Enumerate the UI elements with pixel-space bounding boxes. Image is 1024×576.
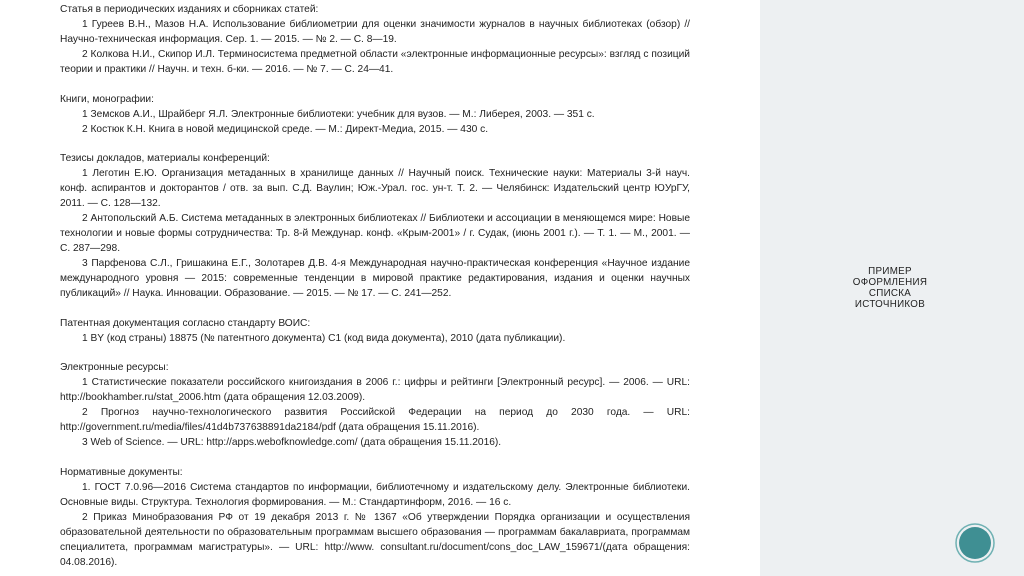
section-heading: Электронные ресурсы: bbox=[60, 362, 169, 373]
reference-entry: 2 Костюк К.Н. Книга в новой медицинской среде. — М.: Директ-Медиа, 2015. — 430 с. bbox=[82, 123, 489, 135]
slide-title-line: ОФОРМЛЕНИЯ bbox=[852, 277, 928, 288]
slide-title-line: ИСТОЧНИКОВ bbox=[854, 299, 926, 310]
section-periodicals bbox=[60, 2, 690, 77]
reference-entry: 1 Леготин Е.Ю. Организация метаданных в хранилище данных // Научный поиск. Технические науки: Материалы 3-й науч. конф. аспирантов и докторантов / отв. за вып. С.Д. Ваулин; Юж.-Урал. гос. ун-т. Т. 2. — Челябинск: Издательский центр ЮУрГУ, 2011. — С. 128—132. bbox=[60, 168, 690, 209]
slide-title bbox=[830, 266, 950, 310]
section-conferences bbox=[60, 151, 690, 301]
reference-entry: 2 Антопольский А.Б. Система метаданных в электронных библиотеках // Библиотеки и ассоциации в меняющемся мире: Новые технологии и новые формы сотрудничества: Тр. 8-й Междунар. конф. «Крым-2001» / г. Судак, (июнь 2001 г.). — Т. 1. — М., 2001. — С. 287—298. bbox=[60, 213, 690, 254]
section-normative bbox=[60, 465, 690, 570]
slide-title-line: СПИСКА bbox=[868, 288, 912, 299]
reference-entry: 2 Колкова Н.И., Скипор И.Л. Терминосистема предметной области «электронные информационные ресурсы»: взгляд с позиций теории и практики // Научн. и техн. б-ки. — 2016. — № 7. — С. 24—41. bbox=[60, 49, 690, 75]
reference-entry: 1 Гуреев В.Н., Мазов Н.А. Использование библиометрии для оценки значимости журналов в научных библиотеках (обзор) // Научно-техническая информация. Сер. 1. — 2015. — № 2. — С. 8—19. bbox=[60, 19, 690, 45]
slide-title-line: ПРИМЕР bbox=[868, 266, 912, 277]
reference-entry: 1 Статистические показатели российского книгоиздания в 2006 г.: цифры и рейтинги [Электронный ресурс]. — 2006. — URL: http://bookhamber.ru/stat_2006.htm (дата обращения 12.03.2009). bbox=[60, 377, 690, 403]
reference-entry: 3 Парфенова С.Л., Гришакина Е.Г., Золотарев Д.В. 4-я Международная научно-практическая конференция «Научное издание международного уровня — 2015: современные тенденции в мировой практике редактирования, издания и оценки научных публикаций» // Наука. Инновации. Образование. — 2015. — № 17. — С. 241—252. bbox=[60, 258, 690, 299]
section-heading: Патентная документация согласно стандарту ВОИС: bbox=[60, 317, 311, 329]
reference-entry: 1 Земсков А.И., Шрайберг Я.Л. Электронные библиотеки: учебник для вузов. — М.: Либерея, 2003. — 351 с. bbox=[82, 108, 595, 120]
section-heading: Книги, монографии: bbox=[60, 93, 154, 105]
section-heading: Тезисы докладов, материалы конференций: bbox=[60, 153, 270, 164]
reference-list bbox=[60, 2, 690, 576]
section-heading: Нормативные документы: bbox=[60, 466, 183, 478]
teal-circle-badge-icon bbox=[955, 523, 995, 563]
reference-entry: 2 Прогноз научно-технологического развития Российской Федерации на период до 2030 года. — URL: http://government.ru/media/files/41d4b737638891da2184/pdf (дата обращения 15.11.2016). bbox=[60, 407, 690, 433]
reference-entry: 1. ГОСТ 7.0.96—2016 Система стандартов по информации, библиотечному и издательскому делу. Электронные библиотеки. Основные виды. Структура. Технология формирования. — М.: Стандартинформ, 2016. — 16 с. bbox=[60, 481, 690, 508]
reference-entry: 2 Приказ Минобразования РФ от 19 декабря 2013 г. № 1367 «Об утверждении Порядка организации и осуществления образовательной деятельности по образовательным программам высшего образования — программам бакалавриата, программам специалитета, программам магистратуры». — URL: http://www. consultant.ru/document/cons_doc_LAW_159671/(дата обращения: 04.08.2016). bbox=[60, 511, 690, 568]
reference-entry: 1 BY (код страны) 18875 (№ патентного документа) C1 (код вида документа), 2010 (дата публикации). bbox=[82, 332, 566, 344]
reference-entry: 3 Web of Science. — URL: http://apps.webofknowledge.com/ (дата обращения 15.11.2016). bbox=[82, 437, 502, 448]
section-heading: Статья в периодических изданиях и сборниках статей: bbox=[60, 4, 319, 15]
section-electronic bbox=[60, 360, 690, 450]
section-patents bbox=[60, 316, 690, 346]
section-books bbox=[60, 92, 690, 137]
